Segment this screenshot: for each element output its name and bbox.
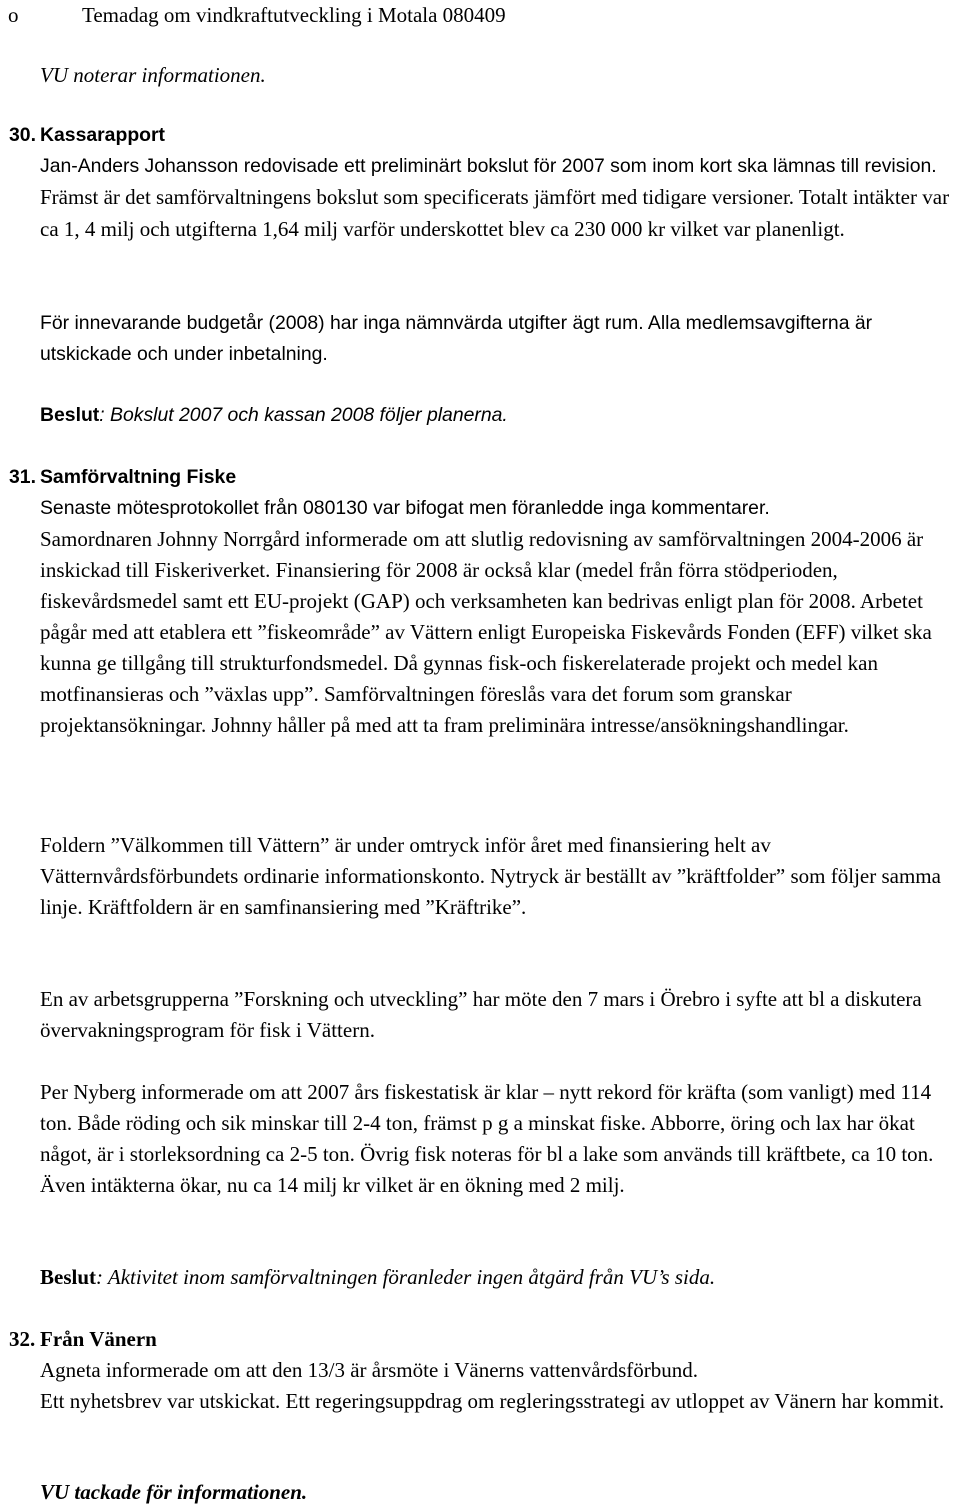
section-31-decision [40, 1262, 958, 1293]
section-30-p1-sentence-1: Jan-Anders Johansson redovisade ett preliminärt bokslut för 2007 som inom kort ska lämnas till revision. [40, 155, 937, 177]
section-30-title: Kassarapport [40, 124, 166, 146]
section-30-decision [40, 400, 958, 431]
section-31-title: Samförvaltning Fiske [40, 466, 237, 488]
vu-note: VU noterar informationen. [40, 63, 266, 87]
section-32-paragraph-2: Ett nyhetsbrev var utskickat. Ett regeringsuppdrag om regleringsstrategi av utloppet av Vänern har kommit. [40, 1389, 945, 1413]
decision-label: Beslut [40, 404, 100, 426]
decision-text: : Bokslut 2007 och kassan 2008 följer planerna. [99, 404, 508, 426]
section-32-number: 32. [9, 1327, 36, 1351]
closing-note: VU tackade för informationen. [40, 1480, 308, 1504]
bullet-item-temadag [8, 0, 958, 31]
section-30-p1-sentence-2: Främst är det samförvaltningens bokslut som specificerats jämfört med tidigare versioner. Totalt intäkter var ca 1, 4 milj och utgifterna 1,64 milj varför underskottet blev ca 230 000 kr vilket var planenligt. [40, 185, 950, 241]
section-31-paragraph-1b: Samordnaren Johnny Norrgård informerade om att slutlig redovisning av samförvaltningen 2004-2006 är inskickad till Fiskeriverket. Finansiering för 2008 är också klar (medel från förra stödperioden, fiskevårdsmedel samt ett EU-projekt (GAP) och verksamheten kan bedrivas enligt plan för 2008. Arbetet pågår med att etablera ett ”fiskeområde” av Vättern enligt Europeiska Fiskevårds Fonden (EFF) vilket ska kunna ge tillgång till strukturfondsmedel. Då gynnas fisk-och fiskerelaterade projekt och medel kan motfinansieras och ”växlas upp”. Samförvaltningen föreslås vara det forum som granskar projektansökningar. Johnny håller på med att ta fram preliminära intresse/ansökningshandlingar. [40, 527, 932, 737]
section-32-paragraph-1: Agneta informerade om att den 13/3 är årsmöte i Vänerns vattenvårdsförbund. [40, 1358, 698, 1382]
section-32-title: Från Vänern [40, 1327, 157, 1351]
section-31-paragraph-4: Per Nyberg informerade om att 2007 års fiskestatisk är klar – nytt rekord för kräfta (som vanligt) med 114 ton. Både röding och sik minskar till 2-4 ton, främst p g a minskat fiske. Abborre, öring och lax har ökat något, är i storleksordning ca 2-5 ton. Övrig fisk noteras för bl a lake som används till kräftbete, ca 10 ton. Även intäkterna ökar, nu ca 14 milj kr vilket är en ökning med 2 milj. [40, 1080, 934, 1197]
bullet-marker: o [8, 3, 19, 27]
decision-text: : Aktivitet inom samförvaltningen föranleder ingen åtgärd från VU’s sida. [96, 1265, 716, 1289]
decision-label: Beslut [40, 1265, 97, 1289]
section-31-paragraph-2: Foldern ”Välkommen till Vättern” är under omtryck inför året med finansiering helt av Vätternvårdsförbundets ordinarie informationskonto. Nytryck är beställt av ”kräftfolder” som följer samma linje. Kräftfoldern är en samfinansiering med ”Kräftrike”. [40, 833, 941, 919]
section-31-number: 31. [9, 466, 36, 488]
section-30-number: 30. [9, 124, 36, 146]
section-31-paragraph-3: En av arbetsgrupperna ”Forskning och utveckling” har möte den 7 mars i Örebro i syfte att bl a diskutera övervakningsprogram för fisk i Vättern. [40, 987, 922, 1042]
section-30-paragraph-2: För innevarande budgetår (2008) har inga nämnvärda utgifter ägt rum. Alla medlemsavgifterna är utskickade och under inbetalning. [40, 312, 873, 365]
section-30-paragraph-1 [40, 151, 958, 246]
bullet-item-text: Temadag om vindkraftutveckling i Motala 080409 [82, 3, 506, 27]
section-31-paragraph-1a: Senaste mötesprotokollet från 080130 var bifogat men föranledde inga kommentarer. [40, 497, 770, 519]
